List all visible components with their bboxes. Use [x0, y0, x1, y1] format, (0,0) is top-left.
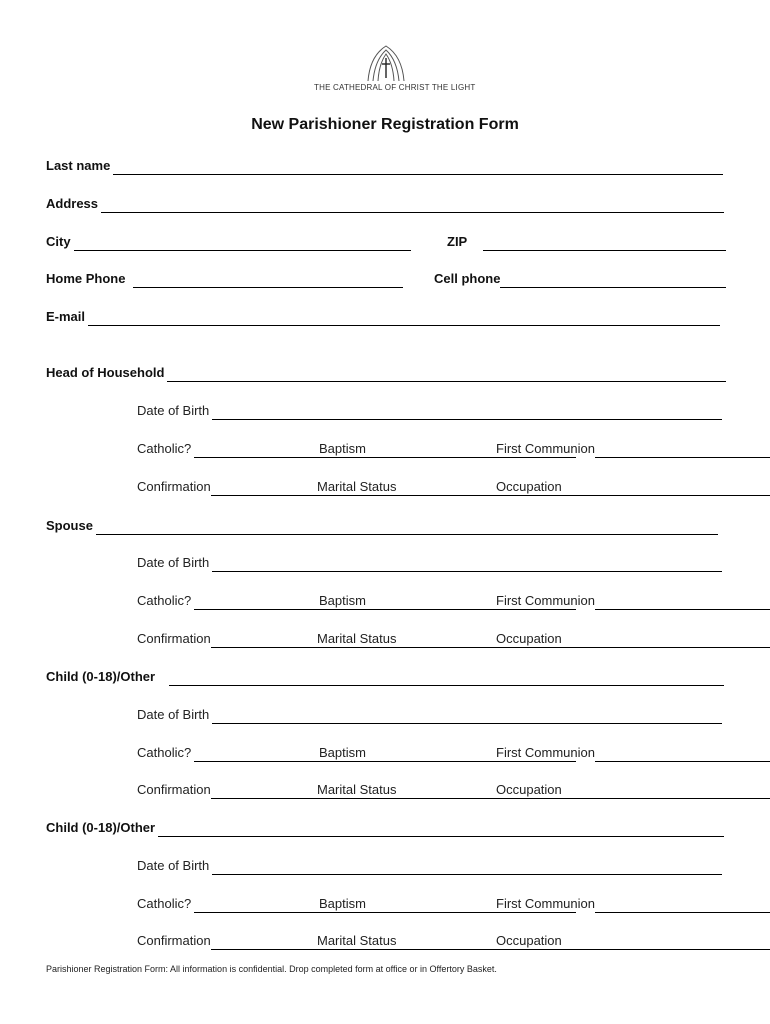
child-2-marital-status-label: Marital Status — [317, 933, 397, 948]
child-1-dob-label: Date of Birth — [137, 707, 210, 722]
last-name-input[interactable] — [113, 158, 723, 175]
child-2-dob-input[interactable] — [212, 858, 722, 875]
city-input[interactable] — [74, 234, 411, 251]
child-1-first-communion-label: First Communion — [496, 745, 595, 760]
child-2-baptism-row — [319, 896, 485, 916]
spouse-dob-label: Date of Birth — [137, 555, 210, 570]
spouse-dob-row — [137, 555, 722, 575]
child-2-catholic-label: Catholic? — [137, 896, 192, 911]
hoh-first-communion-row — [496, 441, 722, 461]
last-name-label: Last name — [46, 158, 111, 173]
hoh-first-communion-input[interactable] — [595, 441, 770, 458]
child-1-first-communion-row — [496, 745, 722, 765]
spouse-occupation-input[interactable] — [565, 631, 770, 648]
child-2-first-communion-input[interactable] — [595, 896, 770, 913]
spouse-first-communion-label: First Communion — [496, 593, 595, 608]
child-1-first-communion-input[interactable] — [595, 745, 770, 762]
spouse-marital-status-label: Marital Status — [317, 631, 397, 646]
child-2-dob-row — [137, 858, 722, 878]
footer-note: Parishioner Registration Form: All information is confidential. Drop completed form at office or in Offertory Basket. — [46, 964, 497, 974]
cell-phone-row — [434, 271, 726, 291]
head-of-household-input[interactable] — [167, 365, 726, 382]
hoh-catholic-label: Catholic? — [137, 441, 192, 456]
child-1-baptism-label: Baptism — [319, 745, 366, 760]
hoh-occupation-label: Occupation — [496, 479, 562, 494]
hoh-dob-row — [137, 403, 722, 423]
address-row — [46, 196, 724, 216]
form-title: New Parishioner Registration Form — [251, 116, 519, 133]
child-1-dob-row — [137, 707, 722, 727]
city-label: City — [46, 234, 71, 249]
child-1-dob-input[interactable] — [212, 707, 722, 724]
zip-row — [447, 234, 726, 254]
hoh-occupation-row — [496, 479, 720, 499]
child-1-confirmation-row — [137, 782, 300, 802]
home-phone-row — [46, 271, 403, 291]
child-1-occupation-input[interactable] — [565, 782, 770, 799]
email-input[interactable] — [88, 309, 720, 326]
zip-label: ZIP — [447, 234, 468, 249]
child-2-baptism-label: Baptism — [319, 896, 366, 911]
spouse-confirmation-label: Confirmation — [137, 631, 211, 646]
child-2-catholic-row — [137, 896, 302, 916]
email-label: E-mail — [46, 309, 86, 324]
child-1-row — [46, 669, 724, 689]
child-2-row — [46, 820, 724, 840]
spouse-marital-status-row — [317, 631, 491, 651]
child-1-catholic-label: Catholic? — [137, 745, 192, 760]
spouse-dob-input[interactable] — [212, 555, 722, 572]
spouse-baptism-label: Baptism — [319, 593, 366, 608]
child-1-confirmation-label: Confirmation — [137, 782, 211, 797]
hoh-dob-label: Date of Birth — [137, 403, 210, 418]
child-2-input[interactable] — [158, 820, 724, 837]
hoh-confirmation-label: Confirmation — [137, 479, 211, 494]
hoh-confirmation-row — [137, 479, 300, 499]
child-2-occupation-input[interactable] — [565, 933, 770, 950]
child-1-occupation-row — [496, 782, 720, 802]
child-1-catholic-row — [137, 745, 302, 765]
hoh-marital-status-label: Marital Status — [317, 479, 397, 494]
spouse-occupation-row — [496, 631, 720, 651]
home-phone-input[interactable] — [133, 271, 403, 288]
head-of-household-row — [46, 365, 726, 385]
last-name-row — [46, 158, 723, 178]
hoh-first-communion-label: First Communion — [496, 441, 595, 456]
spouse-baptism-row — [319, 593, 485, 613]
child-1-occupation-label: Occupation — [496, 782, 562, 797]
child-2-first-communion-label: First Communion — [496, 896, 595, 911]
child-2-label: Child (0-18)/Other — [46, 820, 156, 835]
hoh-baptism-label: Baptism — [319, 441, 366, 456]
city-row — [46, 234, 411, 254]
spouse-catholic-label: Catholic? — [137, 593, 192, 608]
hoh-occupation-input[interactable] — [565, 479, 770, 496]
spouse-confirmation-row — [137, 631, 300, 651]
cathedral-arch-icon — [364, 44, 408, 82]
child-2-first-communion-row — [496, 896, 722, 916]
child-1-baptism-row — [319, 745, 485, 765]
cell-phone-label: Cell phone — [434, 271, 501, 286]
hoh-dob-input[interactable] — [212, 403, 722, 420]
child-1-input[interactable] — [169, 669, 724, 686]
address-label: Address — [46, 196, 99, 211]
child-1-label: Child (0-18)/Other — [46, 669, 156, 684]
email-row — [46, 309, 720, 329]
spouse-first-communion-input[interactable] — [595, 593, 770, 610]
cathedral-logo — [314, 44, 476, 100]
spouse-label: Spouse — [46, 518, 93, 533]
child-2-occupation-label: Occupation — [496, 933, 562, 948]
child-2-dob-label: Date of Birth — [137, 858, 210, 873]
hoh-marital-status-row — [317, 479, 491, 499]
logo-text: THE CATHEDRAL OF CHRIST THE LIGHT — [314, 83, 476, 92]
child-2-marital-status-row — [317, 933, 491, 953]
child-2-occupation-row — [496, 933, 720, 953]
spouse-occupation-label: Occupation — [496, 631, 562, 646]
hoh-baptism-row — [319, 441, 485, 461]
hoh-catholic-row — [137, 441, 302, 461]
child-2-confirmation-label: Confirmation — [137, 933, 211, 948]
spouse-first-communion-row — [496, 593, 722, 613]
spouse-catholic-row — [137, 593, 302, 613]
child-1-marital-status-label: Marital Status — [317, 782, 397, 797]
home-phone-label: Home Phone — [46, 271, 126, 286]
address-input[interactable] — [101, 196, 724, 213]
spouse-input[interactable] — [96, 518, 718, 535]
child-1-marital-status-row — [317, 782, 491, 802]
zip-input[interactable] — [483, 234, 726, 251]
child-2-confirmation-row — [137, 933, 300, 953]
cell-phone-input[interactable] — [500, 271, 726, 288]
head-of-household-label: Head of Household — [46, 365, 165, 380]
spouse-row — [46, 518, 718, 538]
